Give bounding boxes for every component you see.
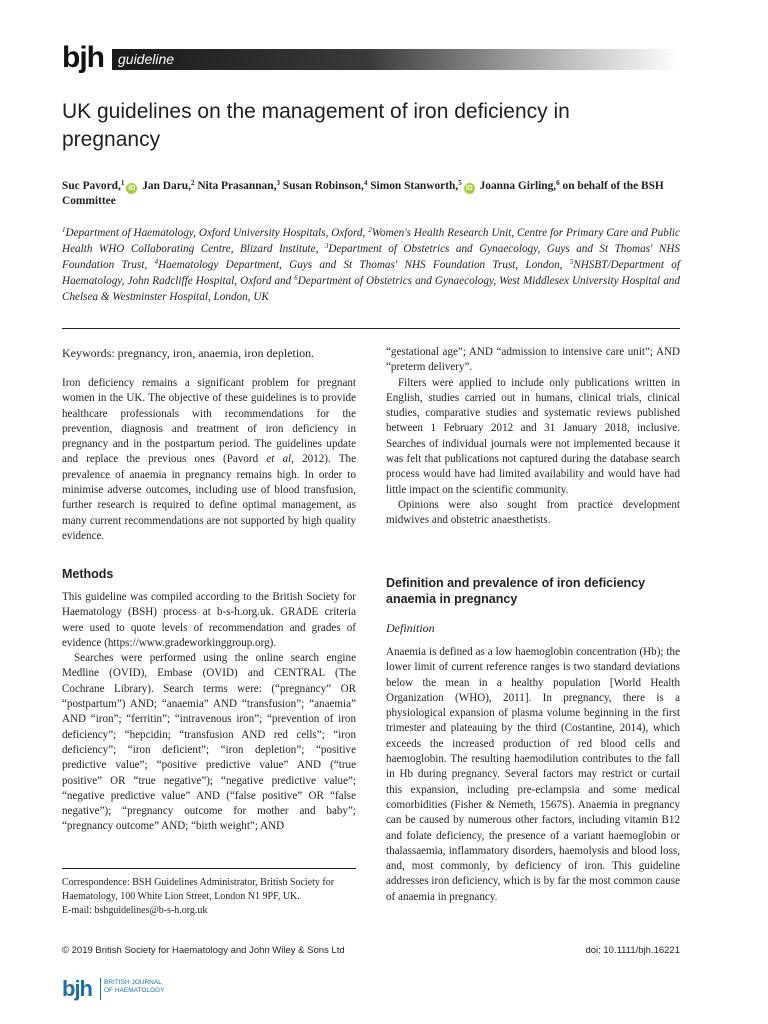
article-type-label: guideline (118, 51, 175, 67)
footer-journal-name (104, 979, 164, 995)
author-affiliation-marker: 3 (276, 179, 280, 187)
affiliation-text: Department of Obstetrics and Gynaecology, West Middlesex University Hospital and Chelsea & Westminster Hospital, London, UK (62, 275, 680, 303)
keywords-text: pregnancy, iron, anaemia, iron depletion. (114, 346, 315, 360)
methods-heading: Methods (62, 567, 114, 581)
methods-paragraph-2: Searches were performed using the online search engine Medline (OVID), Embase (OVID) and CENTRAL (The Cochrane Library). Search terms were: (“pregnancy” OR “postpartum”) AND; “anaemia” AND “transfusion”; “anaemia” AND “iron”; “ferritin”; “intravenous iron”; “prevention of iron deficiency”; “hepcidin; “transfusion AND red cells”; “iron deficiency”; “iron deficient”; “iron depletion”; “positive predictive value”; “positive predictive value” AND (“true positive” OR “true negative”); “negative predictive value”; “negative predictive value” AND (“false positive” OR “false negative”); “pregnancy outcome for mother and baby”; “pregnancy outcome” AND; “birth weight”; AND (62, 652, 356, 833)
affiliation-marker: 1 (62, 226, 66, 234)
affiliation-text: NHSBT/Department of Haematology, John Radcliffe Hospital, Oxford and (62, 259, 680, 287)
orcid-icon[interactable]: iD (128, 185, 136, 192)
definition-paragraph: Anaemia is defined as a low haemoglobin concentration (Hb); the lower limit of current reference ranges is two standard deviations below the mean in a healthy population [World Health Organization (WHO), 2011]. In pregnancy, there is a physiological expansion of plasma volume beginning in the first trimester and plateauing by the third (Costantine, 2014), which exceeds the increased production of red blood cells and haemoglobin. The resulting haemodilution contributes to the fall in Hb during pregnancy. Several factors may restrict or curtail this expansion, including pre-eclampsia and some medical comorbidities (Fisher & Nemeth, 1567S). Anaemia in pregnancy can be caused by numerous other factors, including vitamin B12 and folate deficiency, the presence of a variant haemoglobin or thalassaemia, inflammatory disorders, haemolysis and blood loss, and, most commonly, by deficiency of iron. This guideline addresses iron deficiency, which is by far the most common cause of anaemia in pregnancy. (386, 646, 680, 903)
author-affiliation-marker: 5 (458, 179, 462, 187)
correspondence-footnote (62, 876, 356, 918)
author-name: Simon Stanworth, (370, 180, 459, 192)
methods-paragraph-1: This guideline was compiled according to the British Society for Haematology (BSH) process at b-s-h.org.uk. GRADE criteria were used to quote levels of recommendation and grades of evidence (https://www.gradeworkinggroup.org). (62, 591, 356, 649)
affiliations (62, 225, 680, 305)
abstract-paragraph (62, 376, 356, 544)
author-group: on behalf of the BSH Committee (62, 180, 664, 207)
author-affiliation-marker: 2 (190, 179, 195, 187)
doi[interactable]: doi: 10.1111/bjh.16221 (585, 945, 680, 956)
orcid-icon[interactable]: iD (465, 185, 473, 192)
affiliation-text: Department of Haematology, Oxford University Hospitals, Oxford, (65, 227, 369, 239)
author-affiliation-marker: 1 (120, 179, 125, 187)
author-name: Susan Robinson, (282, 180, 364, 192)
footnote-divider (62, 868, 356, 869)
footer-logo-divider (100, 978, 101, 1000)
affiliation-marker: 2 (368, 226, 372, 234)
definition-body (386, 645, 680, 905)
keywords-label: Keywords: (62, 346, 115, 360)
author-name: Jan Daru, (142, 180, 191, 192)
footer-journal-logo: bjh (62, 976, 92, 1001)
affiliation-text: Haematology Department, Guys and St Thomas' NHS Foundation Trust, London, (158, 259, 570, 271)
affiliation-marker: 5 (569, 258, 574, 266)
subsection-heading: Definition (386, 621, 435, 635)
article-title: UK guidelines on the management of iron deficiency in pregnancy (62, 100, 570, 151)
copyright-notice: © 2019 British Society for Haematology and John Wiley & Sons Ltd (62, 945, 345, 956)
author-affiliation-marker: 6 (556, 179, 560, 187)
introduction-text: Iron deficiency remains a significant problem for pregnant women in the UK. The objective of these guidelines is to provide healthcare professionals with recommendations for the prevention, diagnosis and treatment of iron deficiency in pregnancy and in the postpartum period. The guidelines update and replace the previous ones (Pavord et al, 2012). The prevalence of anaemia in pregnancy remains high. In order to minimise adverse outcomes, including use of blood transfusion, further research is required to define optimal management, as many current recommendations are not supported by high quality evidence. (62, 377, 356, 542)
affiliation-marker: 6 (294, 274, 298, 282)
journal-name-line-2: OF HAEMATOLOGY (104, 987, 165, 994)
author-name: Joanna Girling, (479, 180, 557, 192)
section-heading: Definition and prevalence of iron deficiency anaemia in pregnancy (386, 576, 646, 606)
journal-name-line-1: BRITISH JOURNAL (104, 979, 162, 986)
search-terms-continued: “gestational age”; AND “admission to intensive care unit”; AND “preterm delivery”. (386, 346, 680, 374)
journal-logo: bjh (62, 41, 104, 74)
opinions-paragraph: Opinions were also sought from practice development midwives and obstetric anaesthetists. (386, 498, 680, 527)
methods-body (62, 590, 356, 835)
author-name: Nita Prasannan, (197, 180, 277, 192)
affiliation-marker: 4 (154, 258, 159, 266)
methods-continued (386, 345, 680, 529)
author-list (62, 179, 682, 209)
filters-paragraph: Filters were applied to include only publications written in English, studies carried out in humans, clinical trials, clinical studies, comparative studies and systematic reviews published between 1 February 2012 and 31 January 2018, inclusive. Searches of individual journals were not implemented because it was felt that publications not captured during the database search process would have had limited availability and would have had little impact on the scientific community. (386, 376, 680, 496)
affiliation-text: Department of Obstetrics and Gynaecology, Guys and St Thomas' NHS Foundation Trust, (62, 243, 680, 271)
header-divider (62, 328, 680, 329)
author-name: Suc Pavord, (62, 180, 121, 192)
correspondence-email: E-mail: bshguidelines@b-s-h.org.uk (62, 905, 208, 916)
keywords (62, 345, 356, 361)
correspondence-address: Correspondence: BSH Guidelines Administrator, British Society for Haematology, 100 White Lion Street, London N1 9PF, UK. (62, 877, 335, 902)
author-affiliation-marker: 4 (363, 179, 368, 187)
affiliation-text: Women's Health Research Unit, Centre for Primary Care and Public Health WHO Collaborating Centre, Blizard Institute, (62, 227, 681, 255)
header-bar (112, 49, 680, 70)
affiliation-marker: 3 (324, 242, 329, 250)
